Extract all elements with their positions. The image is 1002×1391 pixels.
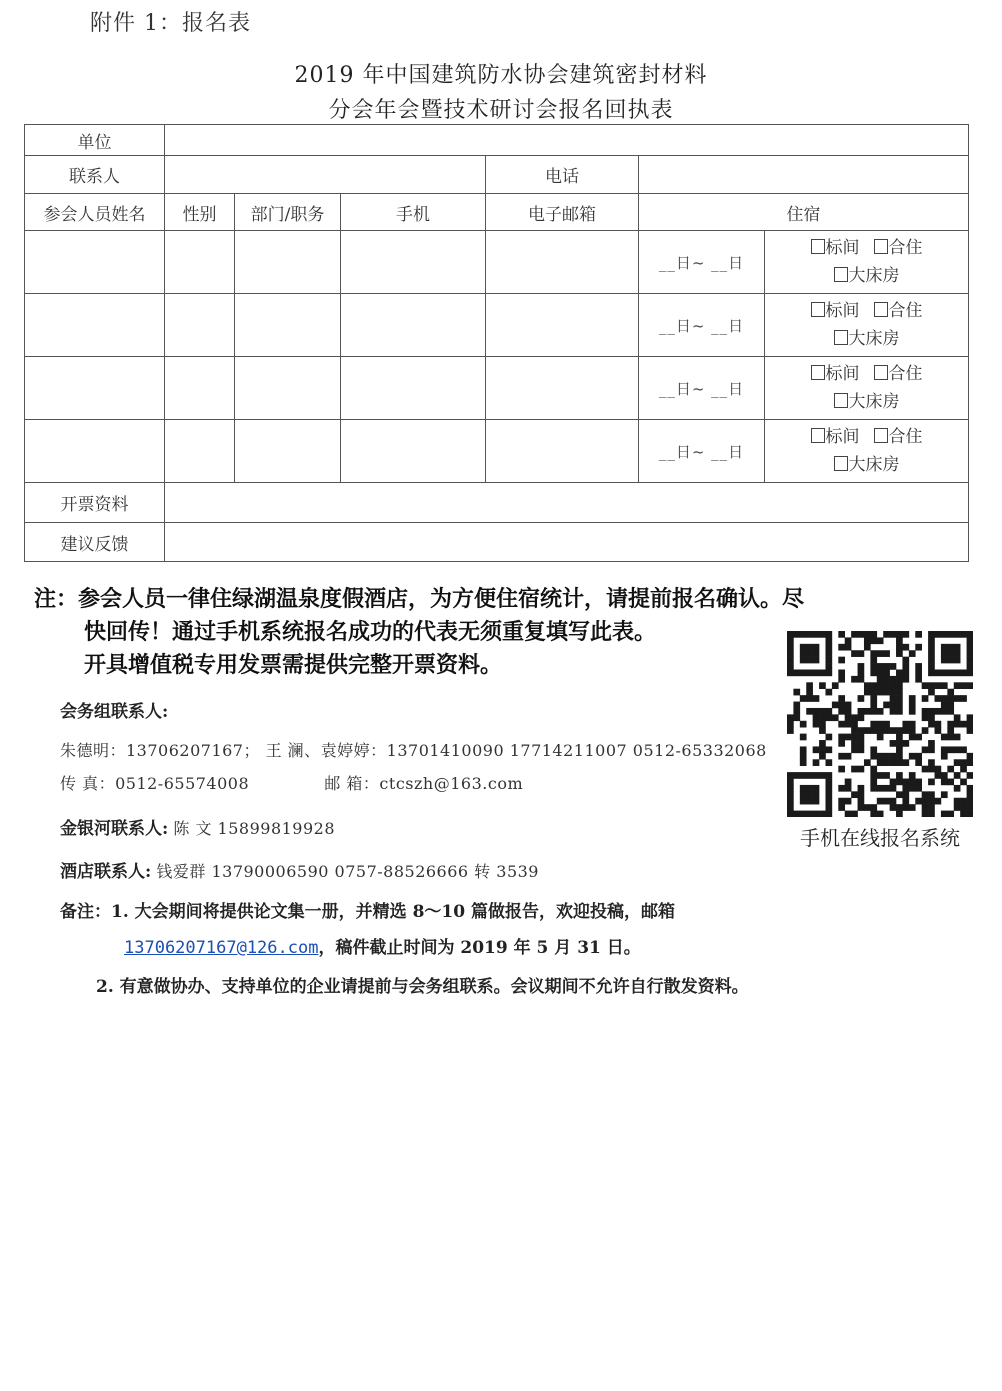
attendee-row: [25, 420, 969, 483]
attendee-name-field[interactable]: [25, 357, 165, 420]
invoice-field[interactable]: [165, 483, 969, 523]
jyh-contact-value: 陈 文 15899819928: [173, 819, 336, 838]
contact-label: 联系人: [25, 156, 165, 194]
attendee-row: [25, 294, 969, 357]
checkbox-icon: [811, 365, 825, 380]
header-email: 电子邮箱: [486, 194, 639, 231]
hotel-contact: [60, 857, 539, 882]
checkbox-icon: [874, 239, 888, 254]
stay-dates[interactable]: __日~ __日: [639, 294, 765, 357]
header-mobile: 手机: [341, 194, 486, 231]
contact-field[interactable]: [165, 156, 486, 194]
attendee-name-field[interactable]: [25, 231, 165, 294]
attendee-mobile-field[interactable]: [341, 294, 486, 357]
checkbox-icon: [834, 393, 848, 408]
attendee-department-field[interactable]: [235, 231, 341, 294]
suggestion-label: 建议反馈: [25, 523, 165, 562]
checkbox-icon: [811, 239, 825, 254]
room-option-share[interactable]: 合住: [874, 234, 923, 262]
attendee-email-field[interactable]: [486, 294, 639, 357]
fax-number: 传 真：0512-65574008: [60, 774, 250, 793]
checkbox-icon: [834, 330, 848, 345]
room-option-standard[interactable]: 标间: [811, 360, 860, 388]
header-gender: 性别: [165, 194, 235, 231]
attendee-email-field[interactable]: [486, 357, 639, 420]
room-option-standard[interactable]: 标间: [811, 297, 860, 325]
room-option-share[interactable]: 合住: [874, 297, 923, 325]
note-line-1: 注：参会人员一律住绿湖温泉度假酒店，为方便住宿统计，请提前报名确认。尽: [34, 586, 805, 612]
attendee-mobile-field[interactable]: [341, 420, 486, 483]
room-options: [765, 231, 969, 294]
checkbox-icon: [874, 365, 888, 380]
hotel-contact-value: 钱爱群 13790006590 0757-88526666 转 3539: [156, 862, 539, 881]
room-options: [765, 294, 969, 357]
page-title-line-1: 2019 年中国建筑防水协会建筑密封材料: [294, 63, 708, 88]
attendee-row: [25, 231, 969, 294]
attendee-department-field[interactable]: [235, 357, 341, 420]
attendee-name-field[interactable]: [25, 294, 165, 357]
attachment-label: 附件 1：报名表: [90, 11, 251, 36]
attendee-gender-field[interactable]: [165, 231, 235, 294]
room-option-king[interactable]: 大床房: [834, 262, 900, 290]
organizer-contact-label: 会务组联系人:: [60, 702, 169, 722]
checkbox-icon: [874, 428, 888, 443]
header-department: 部门/职务: [235, 194, 341, 231]
checkbox-icon: [811, 302, 825, 317]
room-option-share[interactable]: 合住: [874, 423, 923, 451]
checkbox-icon: [811, 428, 825, 443]
stay-dates[interactable]: __日~ __日: [639, 357, 765, 420]
attendee-department-field[interactable]: [235, 294, 341, 357]
unit-label: 单位: [25, 125, 165, 156]
attendee-gender-field[interactable]: [165, 294, 235, 357]
attendee-email-field[interactable]: [486, 420, 639, 483]
phone-label: 电话: [486, 156, 639, 194]
room-option-king[interactable]: 大床房: [834, 451, 900, 479]
room-options: [765, 357, 969, 420]
invoice-label: 开票资料: [25, 483, 165, 523]
remark-line-2: [124, 933, 641, 958]
registration-form-table: [24, 124, 969, 562]
room-option-king[interactable]: 大床房: [834, 388, 900, 416]
attendee-department-field[interactable]: [235, 420, 341, 483]
remark-item-1-deadline: ，稿件截止时间为 2019 年 5 月 31 日。: [318, 938, 641, 958]
attendee-email-field[interactable]: [486, 231, 639, 294]
submission-email-link[interactable]: 13706207167@126.com: [124, 938, 319, 958]
qr-caption: 手机在线报名系统: [800, 826, 960, 850]
attendee-row: [25, 357, 969, 420]
checkbox-icon: [834, 456, 848, 471]
stay-dates[interactable]: __日~ __日: [639, 420, 765, 483]
jyh-contact: [60, 814, 335, 839]
fax-and-email: [60, 771, 523, 794]
jyh-contact-label: 金银河联系人:: [60, 819, 169, 839]
room-option-standard[interactable]: 标间: [811, 234, 860, 262]
note-line-3: 开具增值税专用发票需提供完整开票资料。: [84, 652, 503, 678]
unit-field[interactable]: [165, 125, 969, 156]
room-option-share[interactable]: 合住: [874, 360, 923, 388]
remark-line-1: [60, 897, 675, 922]
attendee-name-field[interactable]: [25, 420, 165, 483]
page-title-line-2: 分会年会暨技术研讨会报名回执表: [328, 98, 674, 123]
room-option-standard[interactable]: 标间: [811, 423, 860, 451]
remark-item-2: 2. 有意做协办、支持单位的企业请提前与会务组联系。会议期间不允许自行散发资料。: [96, 977, 749, 997]
remark-prefix: 备注：: [60, 902, 111, 922]
room-options: [765, 420, 969, 483]
suggestion-field[interactable]: [165, 523, 969, 562]
organizer-contacts: 朱德明：13706207167； 王 澜、袁婷婷：13701410090 17714211007 0512-65332068: [60, 741, 767, 760]
attendee-mobile-field[interactable]: [341, 231, 486, 294]
header-accommodation: 住宿: [639, 194, 969, 231]
attendee-gender-field[interactable]: [165, 357, 235, 420]
stay-dates[interactable]: __日~ __日: [639, 231, 765, 294]
checkbox-icon: [834, 267, 848, 282]
attendee-mobile-field[interactable]: [341, 357, 486, 420]
note-line-2: 快回传！通过手机系统报名成功的代表无须重复填写此表。: [84, 619, 657, 645]
remark-item-1: 1. 大会期间将提供论文集一册，并精选 8～10 篇做报告，欢迎投稿，邮箱: [111, 902, 675, 922]
contact-email[interactable]: 邮 箱：ctcszh@163.com: [324, 774, 524, 793]
phone-field[interactable]: [639, 156, 969, 194]
checkbox-icon: [874, 302, 888, 317]
header-name: 参会人员姓名: [25, 194, 165, 231]
hotel-contact-label: 酒店联系人:: [60, 862, 152, 882]
qr-code-icon[interactable]: [787, 631, 973, 817]
room-option-king[interactable]: 大床房: [834, 325, 900, 353]
attendee-gender-field[interactable]: [165, 420, 235, 483]
